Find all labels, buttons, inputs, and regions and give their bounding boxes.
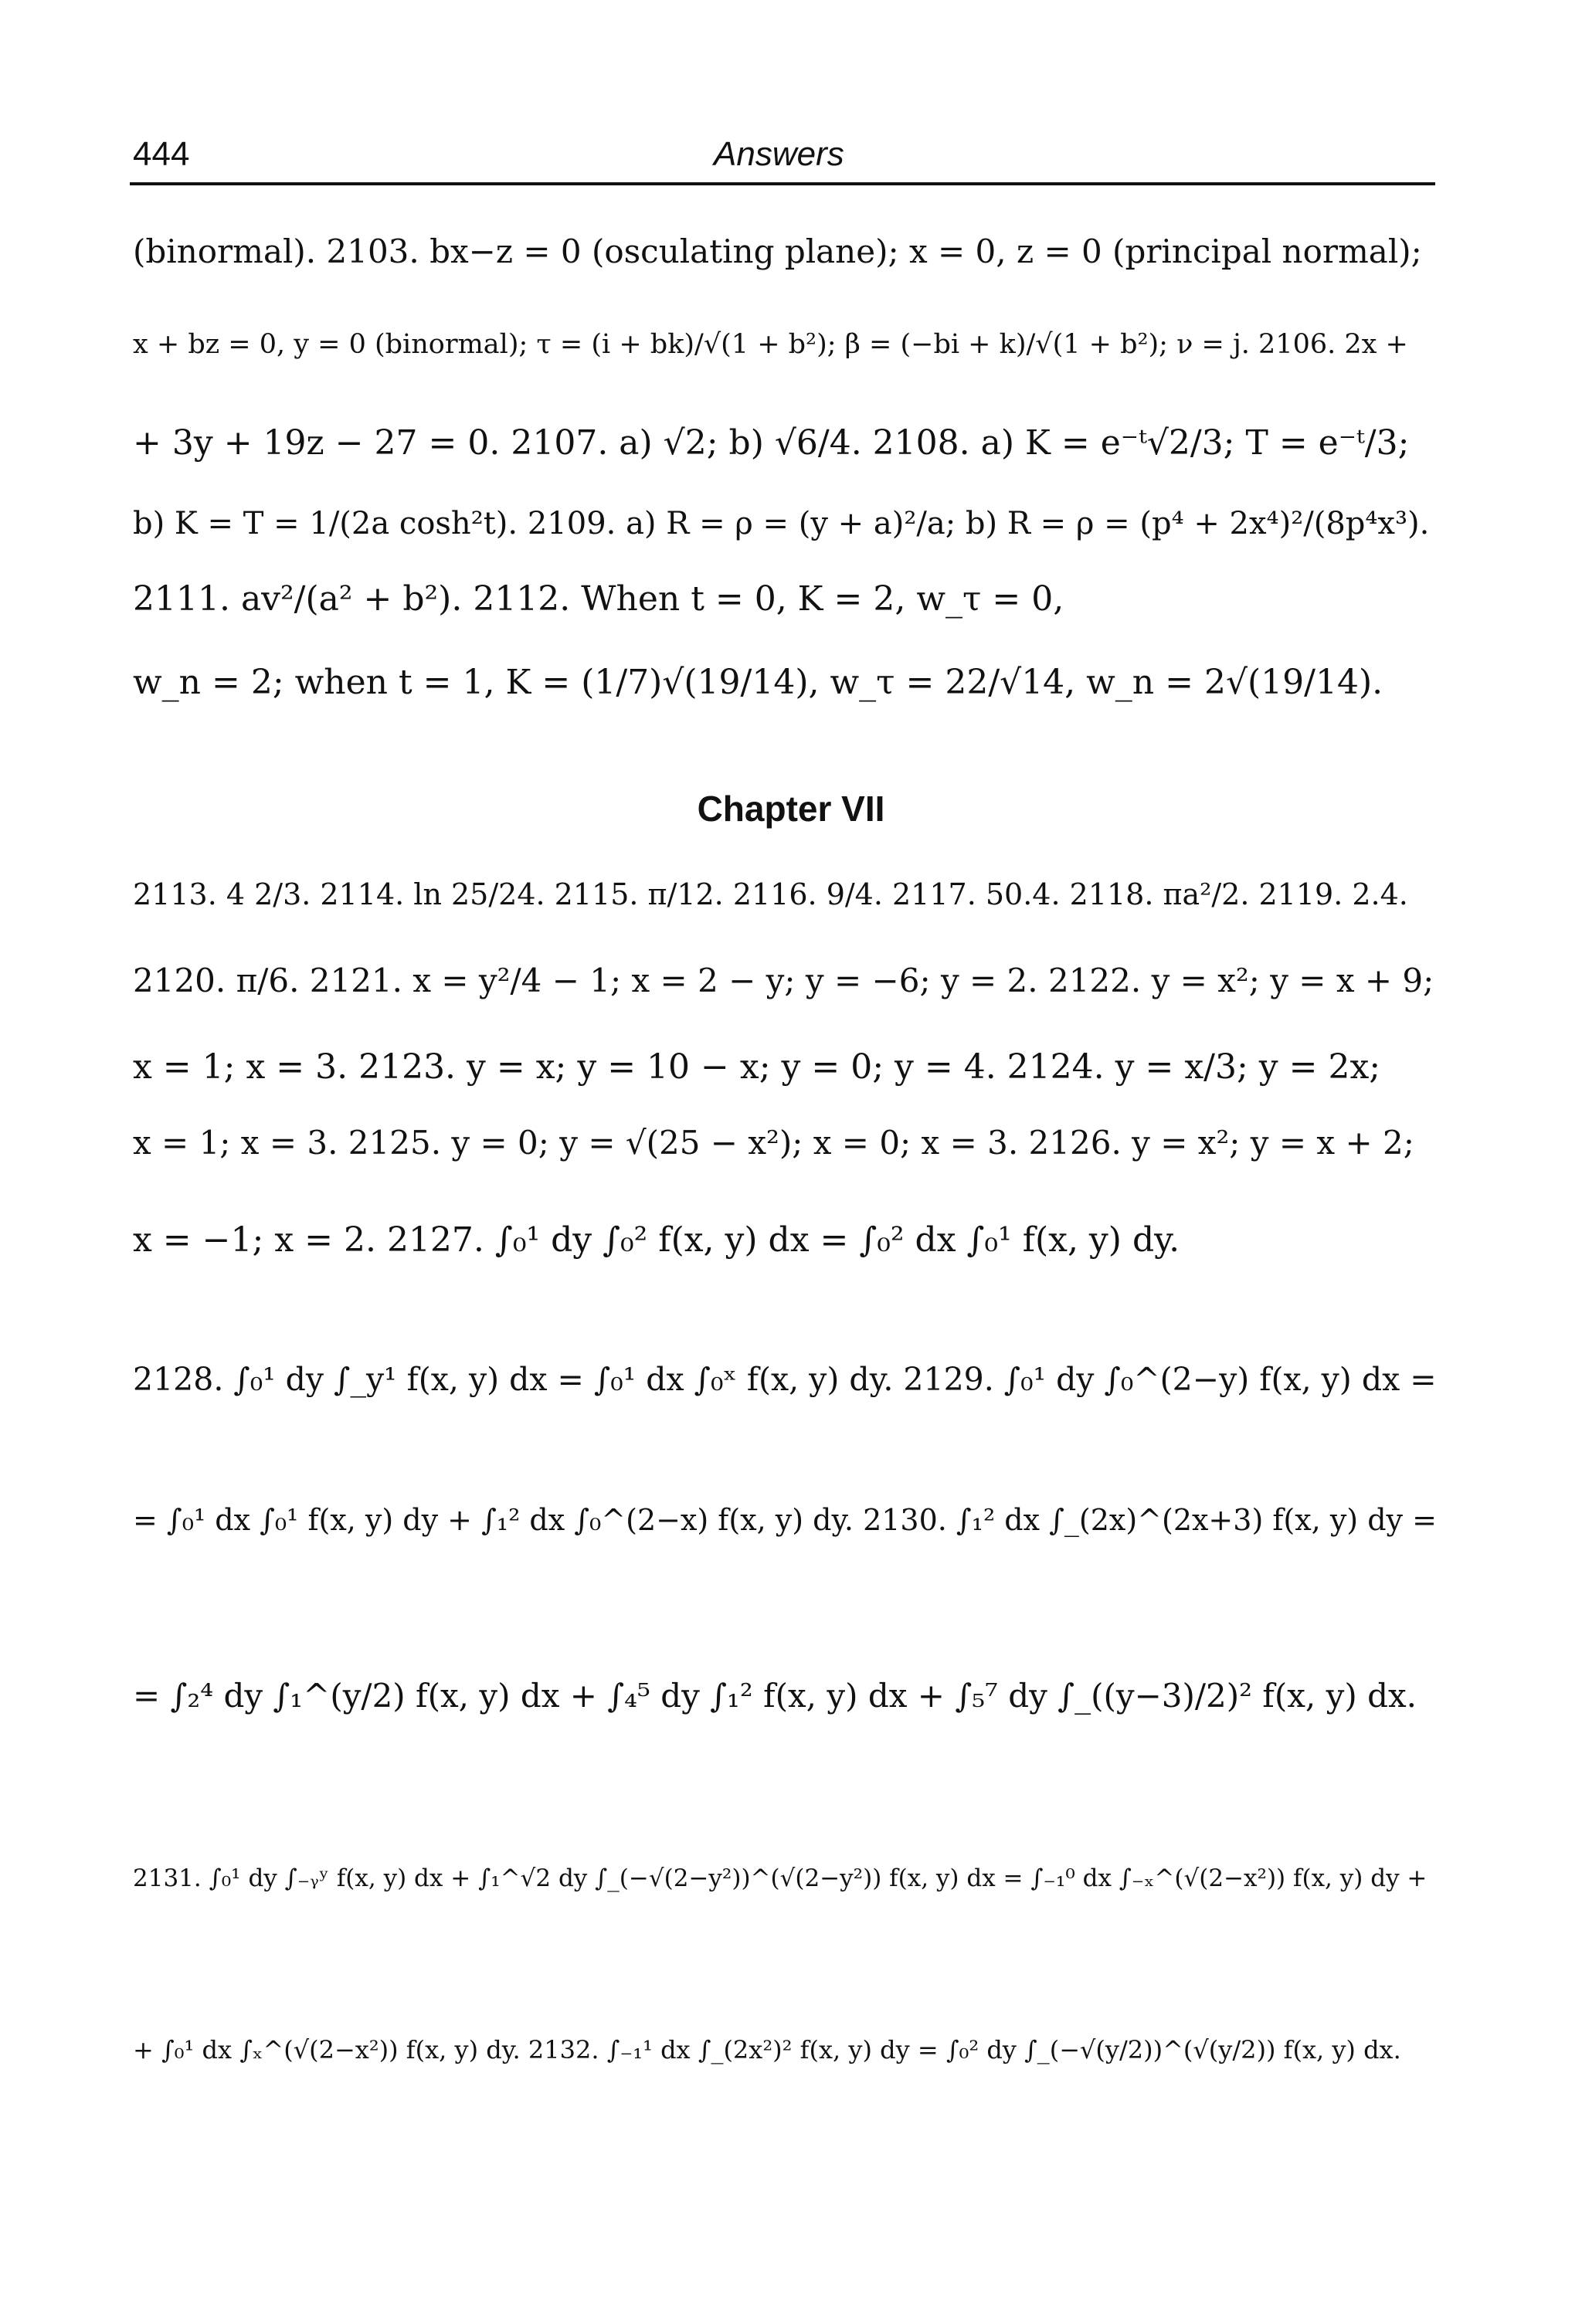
chapter-heading: Chapter VII — [697, 789, 885, 829]
chapter-answer-line-10: + ∫₀¹ dx ∫ₓ^(√(2−x²)) f(x, y) dy. 2132. ∫₋₁¹ dx ∫_(2x²)² f(x, y) dy = ∫₀² dy ∫_(−√(y/2))^(√(y/2)) f(x, y) dx. — [133, 2035, 1401, 2064]
running-header-title: Answers — [714, 135, 844, 173]
chapter-answer-line-2: 2120. π/6. 2121. x = y²/4 − 1; x = 2 − y; y = −6; y = 2. 2122. y = x²; y = x + 9; — [133, 962, 1434, 999]
chapter-answer-line-7: = ∫₀¹ dx ∫₀¹ f(x, y) dy + ∫₁² dx ∫₀^(2−x) f(x, y) dy. 2130. ∫₁² dx ∫_(2x)^(2x+3) f(x, y) dy = — [133, 1503, 1437, 1537]
chapter-answer-line-8: = ∫₂⁴ dy ∫₁^(y/2) f(x, y) dx + ∫₄⁵ dy ∫₁² f(x, y) dx + ∫₅⁷ dy ∫_((y−3)/2)² f(x, y) dx. — [133, 1677, 1417, 1715]
chapter-answer-line-6: 2128. ∫₀¹ dy ∫_y¹ f(x, y) dx = ∫₀¹ dx ∫₀ˣ f(x, y) dy. 2129. ∫₀¹ dy ∫₀^(2−y) f(x, y) dx = — [133, 1361, 1437, 1398]
chapter-answer-line-9: 2131. ∫₀¹ dy ∫₋ᵧʸ f(x, y) dx + ∫₁^√2 dy ∫_(−√(2−y²))^(√(2−y²)) f(x, y) dx = ∫₋₁⁰ dx ∫₋ₓ^(√(2−x²)) f(x, y) dy + — [133, 1864, 1428, 1892]
chapter-answer-line-5: x = −1; x = 2. 2127. ∫₀¹ dy ∫₀² f(x, y) dx = ∫₀² dx ∫₀¹ f(x, y) dy. — [133, 1220, 1180, 1260]
answer-line-2: x + bz = 0, y = 0 (binormal); τ = (i + bk)/√(1 + b²); β = (−bi + k)/√(1 + b²); ν = j. 2106. 2x + — [133, 329, 1408, 360]
page-number: 444 — [133, 135, 190, 173]
answer-line-3: + 3y + 19z − 27 = 0. 2107. a) √2; b) √6/4. 2108. a) K = e⁻ᵗ√2/3; T = e⁻ᵗ/3; — [133, 423, 1410, 463]
answer-line-6: w_n = 2; when t = 1, K = (1/7)√(19/14), w_τ = 22/√14, w_n = 2√(19/14). — [133, 663, 1383, 702]
answer-line-4: b) K = T = 1/(2a cosh²t). 2109. a) R = ρ = (y + a)²/a; b) R = ρ = (p⁴ + 2x⁴)²/(8p⁴x³). — [133, 506, 1430, 541]
header-rule — [130, 182, 1435, 185]
answer-line-5: 2111. av²/(a² + b²). 2112. When t = 0, K = 2, w_τ = 0, — [133, 579, 1064, 619]
chapter-answer-line-3: x = 1; x = 3. 2123. y = x; y = 10 − x; y = 0; y = 4. 2124. y = x/3; y = 2x; — [133, 1047, 1381, 1087]
chapter-answer-line-1: 2113. 4 2/3. 2114. ln 25/24. 2115. π/12. 2116. 9/4. 2117. 50.4. 2118. πa²/2. 2119. 2.4. — [133, 877, 1408, 911]
chapter-answer-line-4: x = 1; x = 3. 2125. y = 0; y = √(25 − x²); x = 0; x = 3. 2126. y = x²; y = x + 2; — [133, 1124, 1414, 1162]
answer-line-1: (binormal). 2103. bx−z = 0 (osculating plane); x = 0, z = 0 (principal normal); — [133, 232, 1422, 270]
